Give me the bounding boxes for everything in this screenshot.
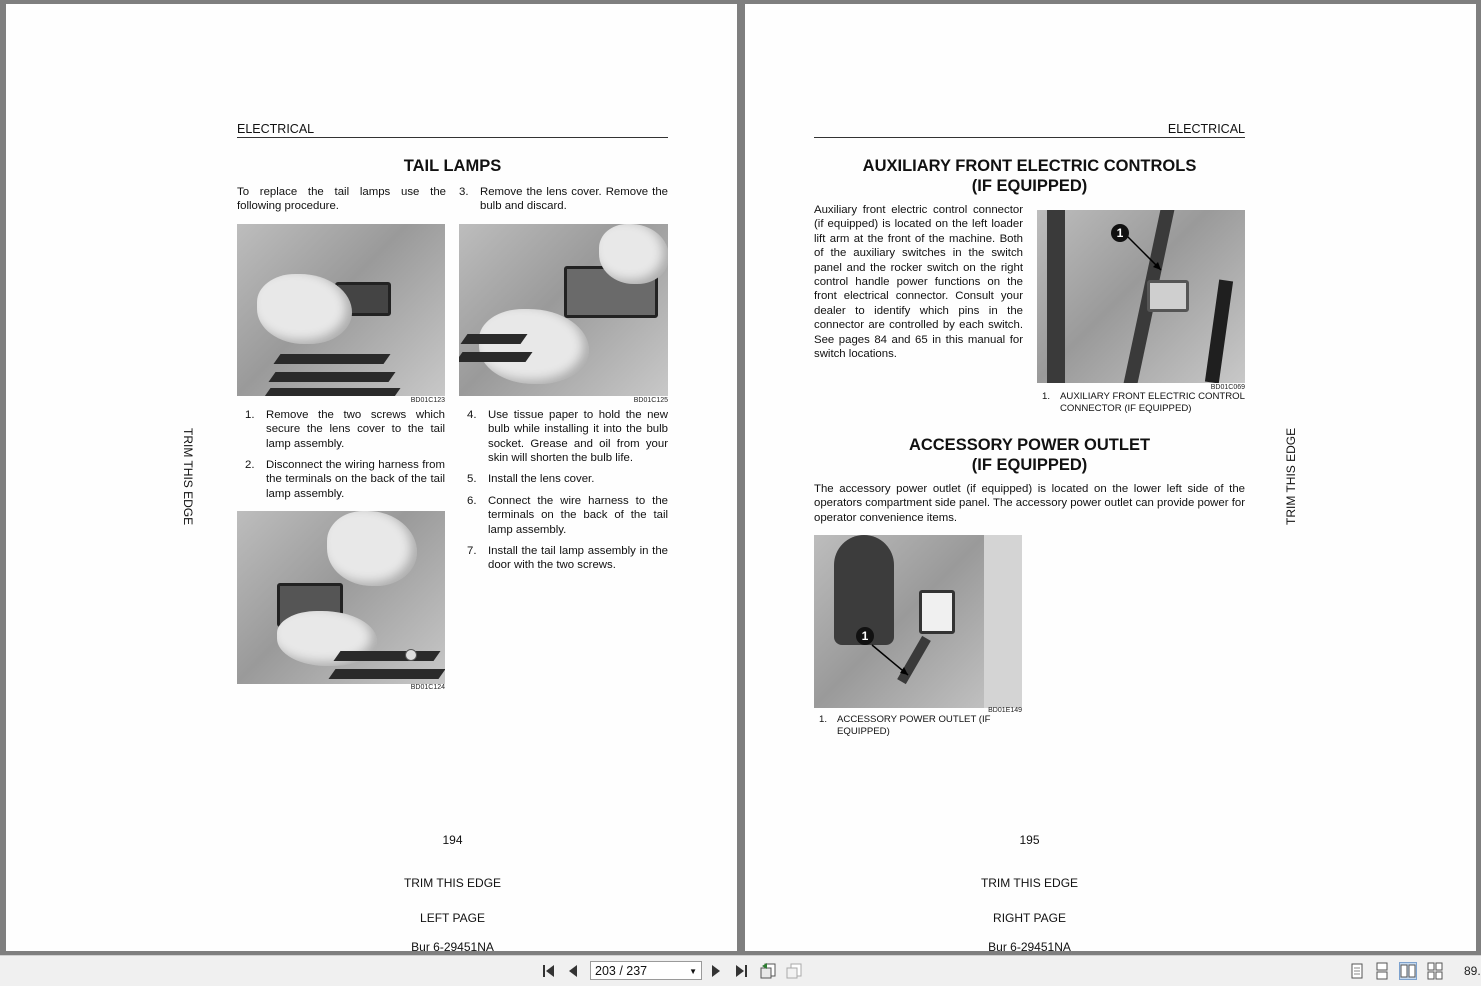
step-5: [467, 472, 668, 486]
step-number: 7.: [467, 545, 477, 557]
continuous-view-icon[interactable]: [1373, 962, 1391, 980]
callout-marker: 1: [856, 627, 874, 645]
trim-edge-bottom-label: TRIM THIS EDGE: [403, 876, 502, 890]
first-page-icon[interactable]: [540, 962, 558, 980]
trim-edge-side-label: TRIM THIS EDGE: [1284, 427, 1298, 525]
header-rule: [814, 137, 1245, 138]
chevron-down-icon[interactable]: ▼: [689, 967, 697, 976]
power-outlet-paragraph: The accessory power outlet (if equipped) is located on the lower left side of the operators compartment side panel. The accessory power outlet can provide power for operator convenience items.: [814, 483, 1245, 524]
photo-code: BD01C125: [633, 397, 668, 404]
photo-code: BD01E149: [988, 707, 1022, 714]
step-text: Install the tail lamp assembly in the door with the two screws.: [488, 545, 668, 572]
document-code: Bur 6-29451NA: [411, 940, 494, 951]
last-page-icon[interactable]: [732, 962, 750, 980]
previous-page-icon[interactable]: [564, 962, 582, 980]
page-number-field[interactable]: [590, 961, 702, 980]
document-code: Bur 6-29451NA: [988, 940, 1071, 951]
next-view-icon[interactable]: [785, 962, 803, 980]
caption-text: ACCESSORY POWER OUTLET (IF EQUIPPED): [837, 714, 991, 737]
tail-lamp-photo-3: [237, 511, 445, 684]
page-number: 194: [442, 833, 463, 847]
step-3: [459, 185, 668, 214]
step-text: Install the lens cover.: [488, 473, 595, 485]
two-page-view-icon[interactable]: [1399, 962, 1417, 980]
intro-paragraph: To replace the tail lamps use the following procedure.: [237, 186, 446, 213]
step-6: [467, 494, 668, 537]
trim-edge-bottom-label: TRIM THIS EDGE: [980, 876, 1079, 890]
section-title-line-2: (IF EQUIPPED): [971, 177, 1088, 195]
photo-code: BD01C124: [410, 684, 445, 691]
tail-lamp-photo-2: [459, 224, 668, 396]
step-number: 5.: [467, 473, 477, 485]
step-text: Disconnect the wiring harness from the terminals on the back of the tail lamp assembly.: [266, 459, 445, 500]
step-1: [245, 408, 445, 451]
photo-code: BD01C069: [1210, 384, 1245, 391]
tail-lamp-photo-1: [237, 224, 445, 396]
right-page: [745, 4, 1476, 951]
step-7: [467, 544, 668, 573]
auxiliary-controls-paragraph: Auxiliary front electric control connector (if equipped) is located on the left loader lift arm at the front of the machine. Both of the auxiliary switches in the switch panel and the rocker switch on the right control handle power functions on the front electrical connector. Consult your dealer to identify which pins in the connector are controlled by each switch. See pages 84 and 65 in this manual for switch locations.: [814, 204, 1023, 361]
step-4: [467, 408, 668, 466]
page-side-label: RIGHT PAGE: [993, 911, 1066, 925]
step-text: Remove the lens cover. Remove the bulb and discard.: [480, 186, 668, 213]
callout-marker: 1: [1111, 224, 1129, 242]
section-header: ELECTRICAL: [237, 122, 315, 136]
section-header: ELECTRICAL: [1167, 122, 1245, 136]
two-page-continuous-view-icon[interactable]: [1426, 962, 1444, 980]
section-title-line-2: (IF EQUIPPED): [971, 456, 1088, 474]
step-number: 3.: [459, 186, 469, 198]
step-text: Use tissue paper to hold the new bulb while installing it into the bulb socket. Grease and oil from your skin will shorten the bulb life.: [488, 409, 668, 465]
power-outlet-caption: [819, 714, 1019, 738]
auxiliary-connector-photo: [1037, 210, 1245, 383]
page-number: 195: [1019, 833, 1040, 847]
page-title: TAIL LAMPS: [403, 157, 502, 175]
next-page-icon[interactable]: [707, 962, 725, 980]
trim-edge-side-label: TRIM THIS EDGE: [181, 428, 195, 526]
section-title-line-1: AUXILIARY FRONT ELECTRIC CONTROLS: [862, 157, 1197, 175]
step-text: Remove the two screws which secure the lens cover to the tail lamp assembly.: [266, 409, 445, 450]
caption-number: 1.: [819, 714, 828, 725]
step-number: 2.: [245, 459, 255, 471]
step-text: Connect the wire harness to the terminals on the back of the tail lamp assembly.: [488, 495, 668, 536]
page-number-value: 203 / 237: [595, 964, 648, 978]
power-outlet-photo: [814, 535, 1022, 708]
caption-number: 1.: [1042, 391, 1051, 402]
step-number: 6.: [467, 495, 477, 507]
previous-view-icon[interactable]: [759, 962, 777, 980]
step-number: 4.: [467, 409, 477, 421]
header-rule: [237, 137, 668, 138]
photo-code: BD01C123: [410, 397, 445, 404]
zoom-level[interactable]: 89.: [1464, 964, 1481, 978]
single-page-view-icon[interactable]: [1348, 962, 1366, 980]
page-side-label: LEFT PAGE: [420, 911, 485, 925]
navigation-toolbar: [0, 955, 1481, 986]
auxiliary-caption: [1042, 391, 1245, 415]
left-page: [6, 4, 737, 951]
caption-text: AUXILIARY FRONT ELECTRIC CONTROL CONNECTOR (IF EQUIPPED): [1060, 391, 1245, 414]
step-2: [245, 458, 445, 501]
section-title-line-1: ACCESSORY POWER OUTLET: [908, 436, 1151, 454]
step-number: 1.: [245, 409, 255, 421]
